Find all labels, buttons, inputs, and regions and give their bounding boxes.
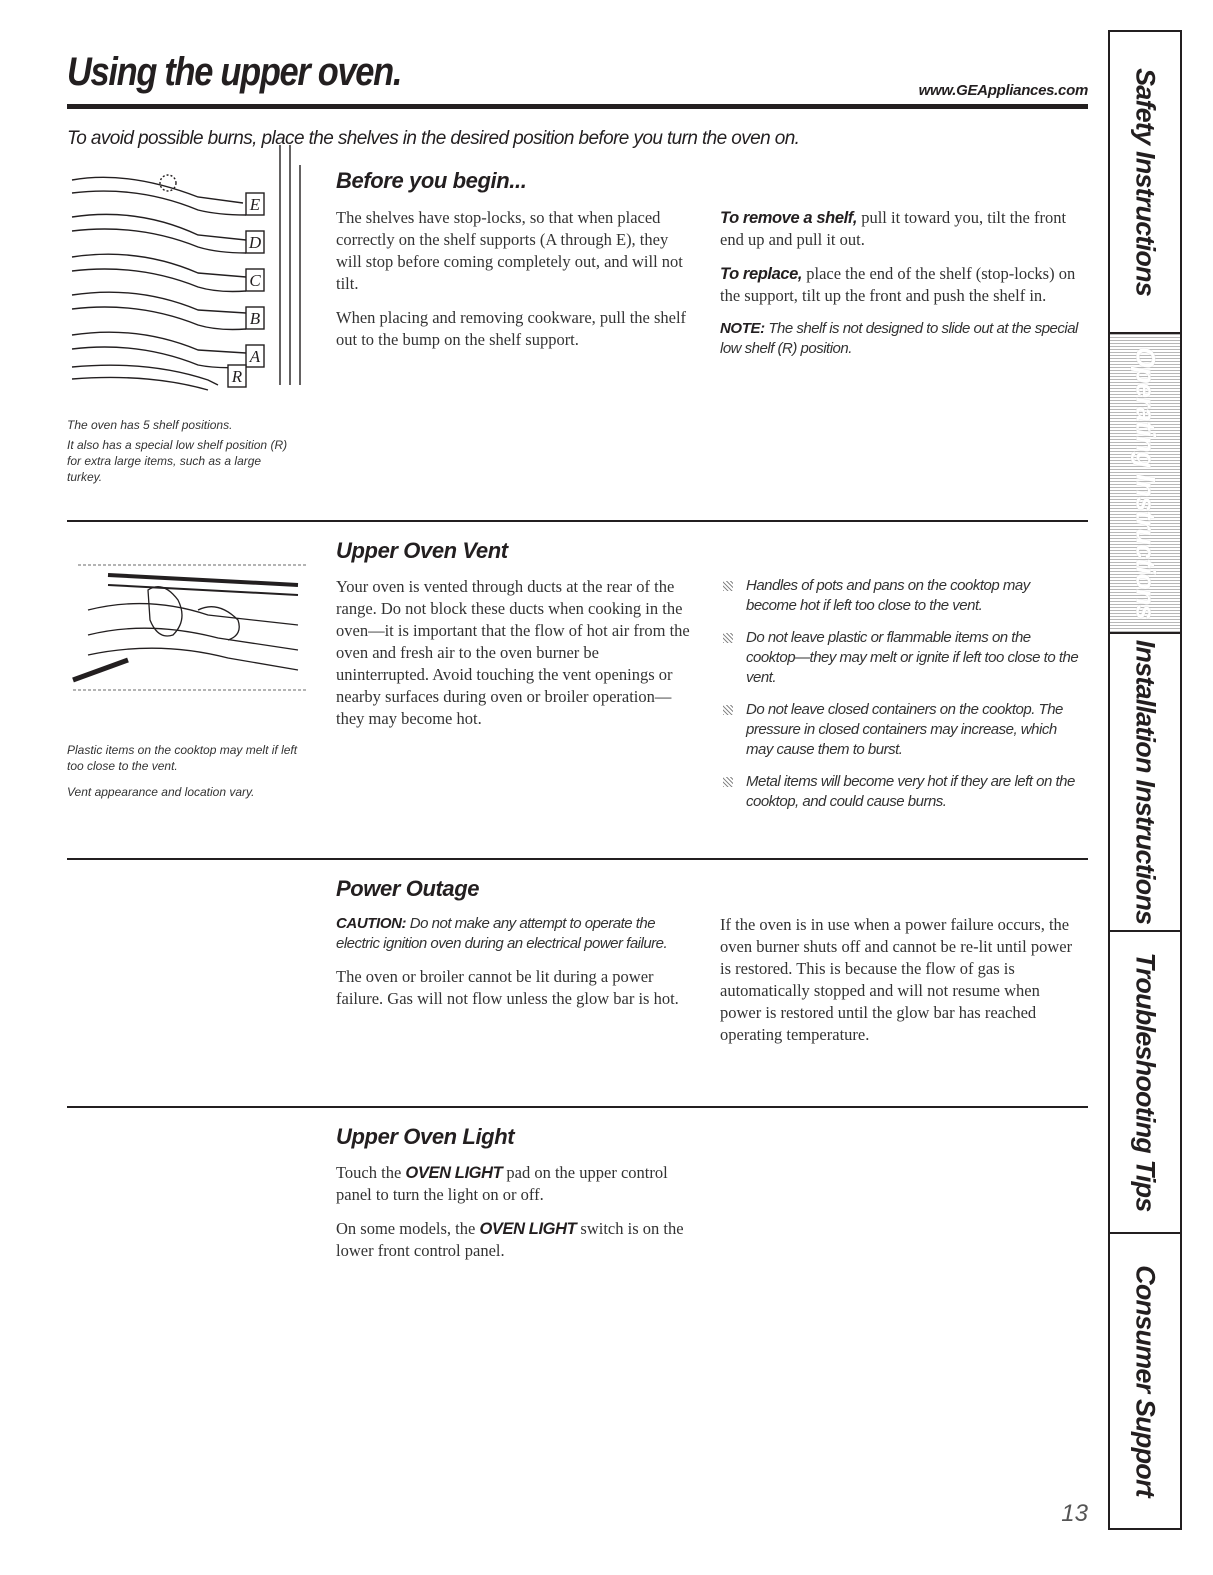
power-heading: Power Outage bbox=[336, 876, 480, 901]
bullet-icon bbox=[723, 633, 733, 643]
vent-warning-item bbox=[720, 628, 1080, 688]
section-tabs bbox=[1108, 30, 1182, 1530]
light-text: On some models, the bbox=[336, 1219, 480, 1238]
shelf-label-e: E bbox=[249, 195, 261, 214]
light-text: pad on the upper control panel to turn the light on or off. bbox=[336, 1163, 668, 1204]
replace-shelf-paragraph bbox=[720, 263, 1078, 307]
vent-column-right bbox=[720, 576, 1080, 824]
before-heading: Before you begin... bbox=[336, 168, 527, 193]
header-rule bbox=[67, 104, 1088, 109]
light-text: switch is on the lower front control panel. bbox=[336, 1219, 684, 1260]
tab-label: Troubleshooting Tips bbox=[1130, 952, 1161, 1212]
light-paragraph-1 bbox=[336, 1162, 698, 1206]
page-number: 13 bbox=[1061, 1500, 1088, 1527]
tab-label: Operating Instructions bbox=[1130, 347, 1161, 619]
shelf-note-text: The shelf is not designed to slide out at the special low shelf (R) position. bbox=[720, 320, 1078, 357]
remove-shelf-text: pull it toward you, tilt the front end up and pull it out. bbox=[720, 208, 1067, 249]
shelf-label-c: C bbox=[249, 271, 261, 290]
vent-warning-text: Do not leave closed containers on the cooktop. The pressure in closed containers may increase, which may cause them to burst. bbox=[746, 701, 1063, 758]
vent-warning-item bbox=[720, 700, 1080, 760]
shelf-caption-2: It also has a special low shelf position (R) for extra large items, such as a large turkey. bbox=[67, 438, 288, 484]
before-column-right bbox=[720, 207, 1078, 371]
replace-shelf-lead: To replace, bbox=[720, 265, 803, 283]
vent-column-left bbox=[336, 576, 696, 742]
bullet-icon bbox=[723, 777, 733, 787]
replace-shelf-text: place the end of the shelf (stop-locks) on the support, tilt up the front and push the shelf in. bbox=[720, 264, 1076, 305]
before-column-left bbox=[336, 207, 692, 363]
vent-illustration bbox=[68, 540, 313, 710]
shelf-caption bbox=[67, 417, 297, 489]
power-paragraph-1: The oven or broiler cannot be lit during a power failure. Gas will not flow unless the glow bar is hot. bbox=[336, 967, 679, 1008]
shelf-note bbox=[720, 319, 1078, 359]
vent-warning-text: Metal items will become very hot if they are left on the cooktop, and could cause burns. bbox=[746, 773, 1075, 810]
vent-caption-1: Plastic items on the cooktop may melt if left too close to the vent. bbox=[67, 743, 298, 773]
before-paragraph-1: The shelves have stop-locks, so that when placed correctly on the shelf supports (A through E), they will stop before coming completely out, and will not tilt. bbox=[336, 208, 683, 293]
power-paragraph-2: If the oven is in use when a power failure occurs, the oven burner shuts off and cannot be re-lit until power is restored. This is because the flow of gas is automatically stopped and will not resume when power is restored until the glow bar has reached operating temperature. bbox=[720, 915, 1073, 1044]
vent-warning-text: Do not leave plastic or flammable items on the cooktop—they may melt or ignite if left too close to the vent. bbox=[746, 629, 1079, 686]
tab-safety-instructions[interactable] bbox=[1110, 32, 1180, 332]
power-column-right bbox=[720, 914, 1082, 1058]
vent-warning-list bbox=[720, 576, 1080, 812]
shelf-label-d: D bbox=[248, 233, 262, 252]
shelf-caption-1: The oven has 5 shelf positions. bbox=[67, 418, 233, 432]
tab-label: Consumer Support bbox=[1130, 1265, 1161, 1497]
shelf-label-b: B bbox=[249, 309, 261, 328]
tab-troubleshooting-tips[interactable] bbox=[1110, 932, 1180, 1232]
power-column-left bbox=[336, 914, 696, 1022]
tab-consumer-support[interactable] bbox=[1110, 1234, 1180, 1528]
vent-warning-text: Handles of pots and pans on the cooktop may become hot if left too close to the vent. bbox=[746, 577, 1030, 614]
light-paragraph-2 bbox=[336, 1218, 698, 1262]
section-divider-3 bbox=[67, 1106, 1088, 1108]
power-caution-lead: CAUTION: bbox=[336, 915, 407, 932]
tab-label: Installation Instructions bbox=[1130, 639, 1161, 925]
tab-operating-instructions[interactable] bbox=[1110, 334, 1180, 632]
vent-caption-2: Vent appearance and location vary. bbox=[67, 785, 255, 799]
vent-warning-item bbox=[720, 772, 1080, 812]
oven-light-key: OVEN LIGHT bbox=[405, 1164, 503, 1182]
light-heading: Upper Oven Light bbox=[336, 1124, 515, 1149]
oven-light-key: OVEN LIGHT bbox=[479, 1220, 577, 1238]
bullet-icon bbox=[723, 705, 733, 715]
shelf-label-a: A bbox=[249, 347, 261, 366]
section-divider-1 bbox=[67, 520, 1088, 522]
vent-paragraph: Your oven is vented through ducts at the rear of the range. Do not block these ducts when cooking in the oven—it is important that the flow of hot air from the oven and fresh air to the oven burner be uninterrupted. Avoid touching the vent openings or nearby surfaces during oven or broiler operation—they may become hot. bbox=[336, 577, 690, 728]
light-column bbox=[336, 1162, 698, 1274]
intro-warning: To avoid possible burns, place the shelves in the desired position before you turn the oven on. bbox=[67, 128, 800, 149]
vent-heading: Upper Oven Vent bbox=[336, 538, 508, 563]
bullet-icon bbox=[723, 581, 733, 591]
shelf-positions-illustration bbox=[68, 145, 328, 400]
page-title: Using the upper oven. bbox=[67, 50, 402, 94]
before-paragraph-2: When placing and removing cookware, pull the shelf out to the bump on the shelf support. bbox=[336, 308, 687, 349]
light-text: Touch the bbox=[336, 1163, 406, 1182]
remove-shelf-lead: To remove a shelf, bbox=[720, 209, 858, 227]
website-link[interactable]: www.GEAppliances.com bbox=[918, 82, 1088, 99]
remove-shelf-paragraph bbox=[720, 207, 1078, 251]
tab-label: Safety Instructions bbox=[1130, 68, 1161, 296]
tab-installation-instructions[interactable] bbox=[1110, 634, 1180, 930]
power-caution bbox=[336, 914, 696, 954]
shelf-note-lead: NOTE: bbox=[720, 320, 765, 337]
vent-caption bbox=[67, 742, 307, 804]
shelf-label-r: R bbox=[231, 367, 243, 386]
power-caution-text: Do not make any attempt to operate the electric ignition oven during an electrical power failure. bbox=[336, 915, 668, 952]
section-divider-2 bbox=[67, 858, 1088, 860]
vent-warning-item bbox=[720, 576, 1080, 616]
